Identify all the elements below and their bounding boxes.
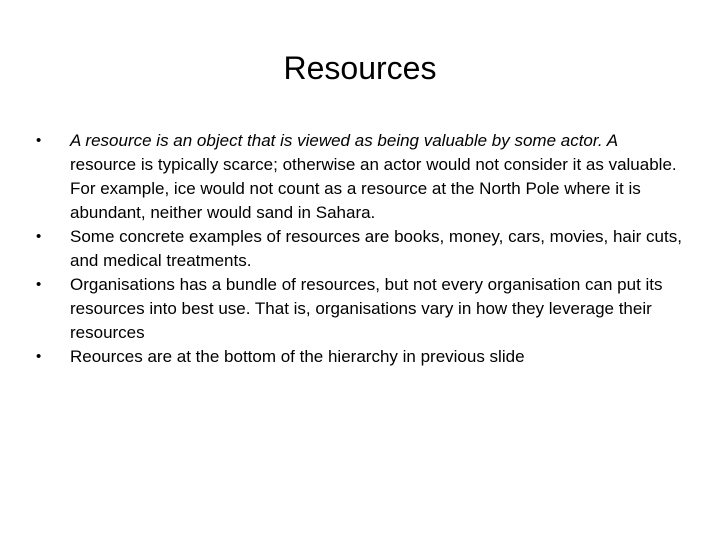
slide-title: Resources (283, 50, 437, 86)
bullet-dot-icon: • (36, 132, 42, 149)
bullet-dot-icon: • (36, 348, 42, 365)
bullet-text: Reources are at the bottom of the hierarchy in previous slide (70, 347, 525, 366)
bullet-text: Organisations has a bundle of resources, but not every organisation can put its resources into best use. That is, organisations vary in how they leverage their resources (70, 275, 663, 342)
bullet-italic-text: A resource is an object that is viewed as being valuable by some actor. A (70, 131, 619, 150)
bullet-item (36, 129, 686, 225)
bullet-text: resource is typically scarce; otherwise an actor would not consider it as valuable. For example, ice would not count as a resource at the North Pole where it is abundant, neither would sand in Sahara. (70, 155, 677, 222)
bullet-text: Some concrete examples of resources are books, money, cars, movies, hair cuts, and medical treatments. (70, 227, 682, 270)
bullet-item (36, 345, 686, 369)
bullet-dot-icon: • (36, 228, 42, 245)
bullet-item (36, 273, 686, 345)
bullet-dot-icon: • (36, 276, 42, 293)
bullet-list (36, 129, 686, 369)
bullet-item (36, 225, 686, 273)
